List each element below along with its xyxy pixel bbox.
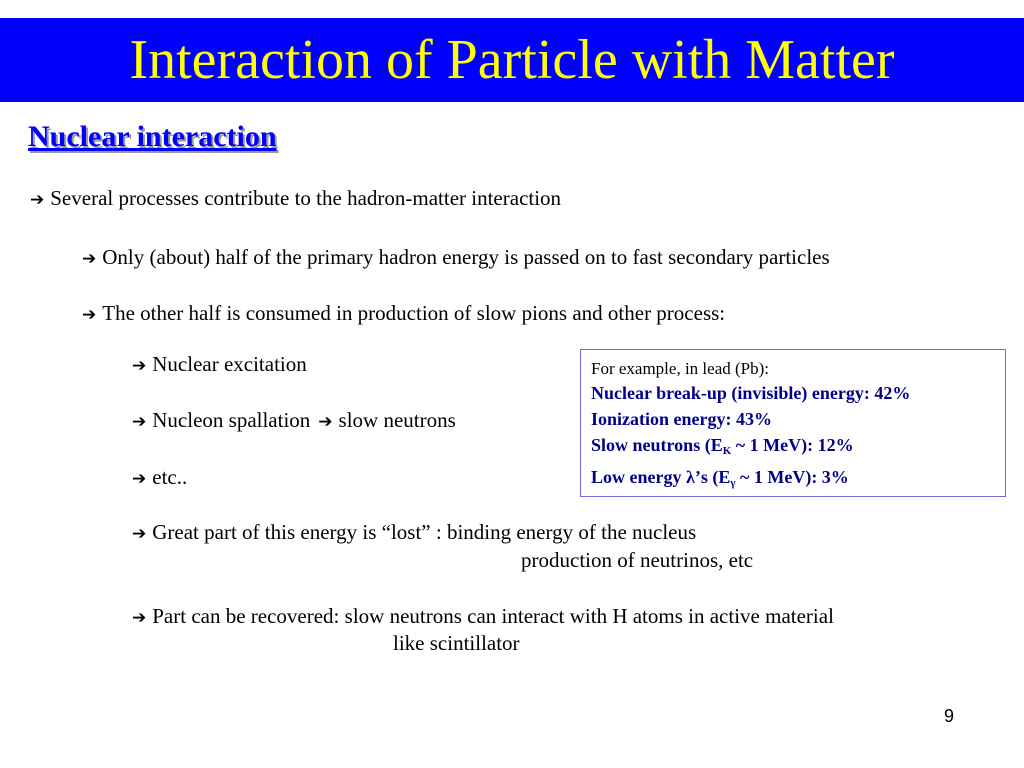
bullet-5-text: Nucleon spallation [152, 408, 311, 432]
bullet-1 [30, 186, 561, 212]
title-bar [0, 18, 1024, 102]
info-intro: For example, in lead (Pb): [591, 359, 769, 378]
bullet-1-text: Several processes contribute to the hadron-matter interaction [50, 186, 562, 210]
bullet-6 [132, 465, 187, 491]
arrow-right-icon: ➔ [132, 356, 147, 376]
arrow-right-icon: ➔ [30, 190, 45, 210]
bullet-3-text: The other half is consumed in production of slow pions and other process: [102, 301, 726, 325]
info-line-low-energy-gamma [591, 464, 995, 496]
lead-example-box [580, 349, 1006, 497]
subscript: γ [730, 477, 736, 489]
arrow-right-icon: ➔ [132, 524, 147, 544]
bullet-6-text: etc.. [152, 465, 188, 489]
bullet-8 [132, 604, 834, 630]
info-text: ~ 1 MeV): 3% [735, 467, 849, 487]
bullet-7-text: Great part of this energy is “lost” : binding energy of the nucleus [152, 520, 697, 544]
info-text: Slow neutrons (E [591, 435, 723, 455]
bullet-7-continuation: production of neutrinos, etc [521, 548, 754, 572]
page-number: 9 [944, 706, 955, 726]
info-line-slow-neutrons [591, 432, 995, 464]
bullet-5 [132, 408, 456, 434]
arrow-right-icon: ➔ [82, 249, 97, 269]
info-text: Low energy λ’s (E [591, 467, 731, 487]
bullet-2 [82, 245, 830, 271]
bullet-5b-text: slow neutrons [338, 408, 456, 432]
bullet-3 [82, 301, 725, 327]
info-line-ionization: Ionization energy: 43% [591, 409, 772, 429]
arrow-right-icon: ➔ [132, 608, 147, 628]
arrow-right-icon: ➔ [82, 305, 97, 325]
bullet-4 [132, 352, 307, 378]
info-line-breakup: Nuclear break-up (invisible) energy: 42% [591, 383, 911, 403]
arrow-right-icon: ➔ [132, 469, 147, 489]
bullet-8-continuation: like scintillator [393, 631, 520, 655]
section-heading: Nuclear interaction [28, 120, 277, 153]
bullet-7 [132, 520, 696, 546]
info-text: ~ 1 MeV): 12% [731, 435, 854, 455]
arrow-right-icon: ➔ [318, 412, 333, 432]
bullet-4-text: Nuclear excitation [152, 352, 307, 376]
bullet-2-text: Only (about) half of the primary hadron energy is passed on to fast secondary particles [102, 245, 830, 269]
bullet-8-text: Part can be recovered: slow neutrons can interact with H atoms in active material [152, 604, 834, 628]
subscript: K [722, 445, 732, 457]
arrow-right-icon: ➔ [132, 412, 147, 432]
slide-title: Interaction of Particle with Matter [129, 29, 895, 91]
